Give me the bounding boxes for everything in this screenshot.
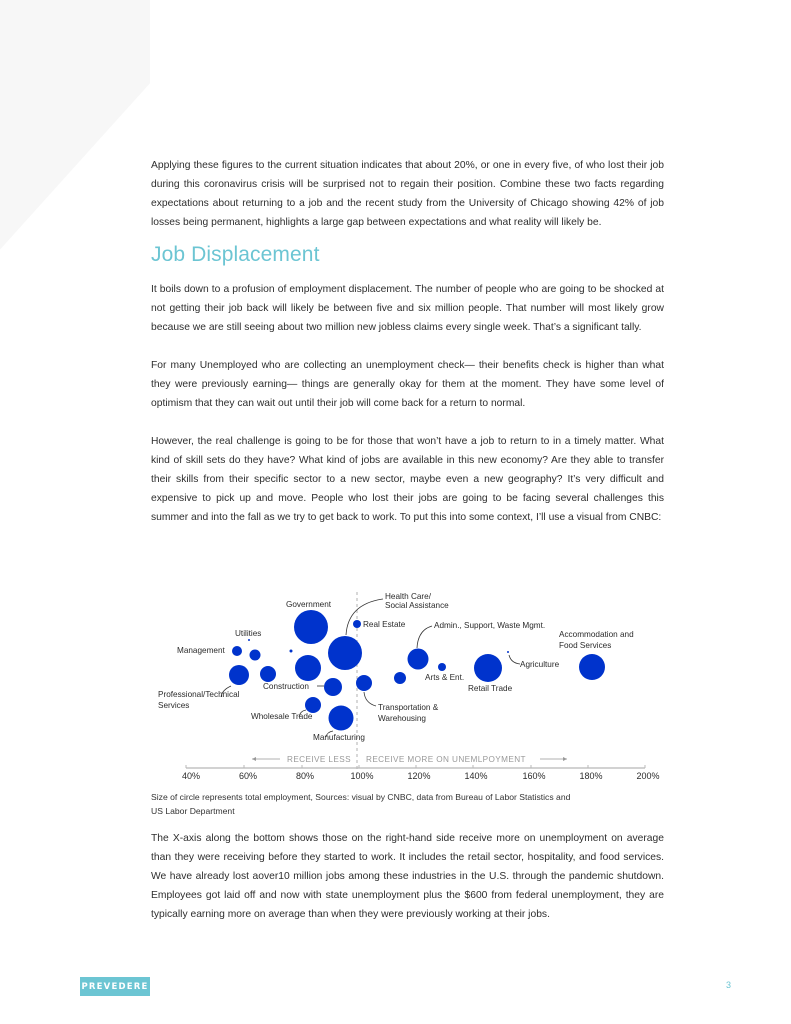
label-professional-1: Professional/Technical: [158, 690, 240, 699]
label-accommodation-1: Accommodation and: [559, 630, 634, 639]
label-government: Government: [286, 600, 332, 609]
axis-annotations: [252, 755, 567, 764]
bubble-admin-support: [408, 649, 429, 670]
label-admin: Admin., Support, Waste Mgmt.: [434, 621, 546, 630]
bubble-agriculture: [507, 651, 509, 653]
label-health-care-1: Health Care/: [385, 592, 431, 601]
bubble-unlabeled: [250, 650, 261, 661]
bubble-unlabeled: [290, 650, 293, 653]
x-tick-180: 180%: [579, 771, 603, 781]
x-tick-120: 120%: [407, 771, 431, 781]
bubble-unlabeled: [260, 666, 276, 682]
bubble-professional-technical: [229, 665, 249, 685]
bubble-arts-ent: [438, 663, 446, 671]
annotation-receive-more: RECEIVE MORE ON UNEMLPOYMENT: [366, 755, 526, 764]
prevedere-logo: PREVEDERE: [80, 977, 150, 996]
chart-caption: [151, 790, 671, 818]
bubble-government: [294, 610, 328, 644]
displacement-paragraph-2: For many Unemployed who are collecting an unemployment check— their benefits check is higher than what they were previously earning— things are generally okay for them at the moment. They have some level of optimism that they can wait out until their job will come back for a return to normal.: [151, 360, 664, 409]
label-manufacturing: Manufacturing: [313, 733, 365, 742]
x-tick-100: 100%: [350, 771, 374, 781]
label-management: Management: [177, 646, 225, 655]
bubble-transportation: [356, 675, 372, 691]
bubble-utilities: [248, 639, 250, 641]
label-agriculture: Agriculture: [520, 660, 560, 669]
after-chart-content: [151, 829, 664, 924]
label-accommodation-2: Food Services: [559, 641, 612, 650]
displacement-paragraph-1: It boils down to a profusion of employment displacement. The number of people who are going to be shocked at not getting their job back will likely be between five and six million people. That number will most likely grow because we are still seeing about two million new jobless claims every single week. That’s a significant tally.: [151, 284, 664, 333]
main-content: [151, 156, 664, 527]
page-number: 3: [726, 980, 732, 990]
after-chart-paragraph: The X-axis along the bottom shows those on the right-hand side receive more on unemployment on average than they were receiving before they started to work. It includes the retail sector, hospitality, and food services. We have already lost aover10 million jobs among these industries in the U.S. through the pandemic shutdown. Employees got laid off and now with state unemployment plus the $600 from federal unemployment, they are typically earning more on average than when they were previously working at their jobs.: [151, 833, 664, 920]
label-real-estate: Real Estate: [363, 620, 406, 629]
section-heading: Job Displacement: [151, 243, 320, 266]
bubble-construction: [324, 678, 342, 696]
x-tick-200: 200%: [636, 771, 660, 781]
label-retail: Retail Trade: [468, 684, 513, 693]
label-professional-2: Services: [158, 701, 190, 710]
x-tick-160: 160%: [522, 771, 546, 781]
label-transport-2: Warehousing: [378, 714, 426, 723]
bubble-chart: [150, 586, 670, 786]
bubble-health-care: [328, 636, 362, 670]
bubble-real-estate: [353, 620, 361, 628]
label-arts: Arts & Ent.: [425, 673, 465, 682]
decorative-corner-shape: [0, 0, 150, 260]
displacement-paragraph-3: However, the real challenge is going to be for those that won’t have a job to return to in a timely matter. What kind of skill sets do they have? What kind of jobs are available in this new economy? Are they able to transfer their skills from their specific sector to a new sector, maybe even a new geography? It’s very difficult and expensive to pick up and move. People who lost their jobs are going to be facing several challenges this summer and into the fall as we try to get back to work. To put this into some context, I’ll use a visual from CNBC:: [151, 436, 664, 523]
label-utilities: Utilities: [235, 629, 262, 638]
bubble-accommodation: [579, 654, 605, 680]
x-tick-60: 60%: [238, 771, 258, 781]
bubble-management: [232, 646, 242, 656]
caption-line-2: US Labor Department: [151, 806, 235, 816]
label-construction: Construction: [263, 682, 309, 691]
label-transport-1: Transportation &: [378, 703, 439, 712]
bubble-unlabeled: [394, 672, 406, 684]
label-health-care-2: Social Assistance: [385, 601, 449, 610]
label-wholesale: Wholesale Trade: [251, 712, 313, 721]
x-tick-80: 80%: [295, 771, 315, 781]
bubble-unlabeled: [295, 655, 321, 681]
bubble-manufacturing: [329, 706, 354, 731]
x-tick-140: 140%: [464, 771, 488, 781]
caption-line-1: Size of circle represents total employment, Sources: visual by CNBC, data from Bureau of Labor Statistics and: [151, 792, 571, 802]
bubble-retail-trade: [474, 654, 502, 682]
intro-paragraph: Applying these figures to the current situation indicates that about 20%, or one in every five, of who lost their job during this coronavirus crisis will be surprised not to regain their position. Combine these two facts regarding expectations about returning to a job and the recent study from the University of Chicago showing 42% of job losses being permanent, highlights a large gap between expectations and what reality will likely be.: [151, 160, 664, 228]
annotation-receive-less: RECEIVE LESS: [287, 755, 351, 764]
x-axis: [182, 765, 660, 781]
x-tick-40: 40%: [181, 771, 201, 781]
bubble-wholesale-trade: [305, 697, 321, 713]
